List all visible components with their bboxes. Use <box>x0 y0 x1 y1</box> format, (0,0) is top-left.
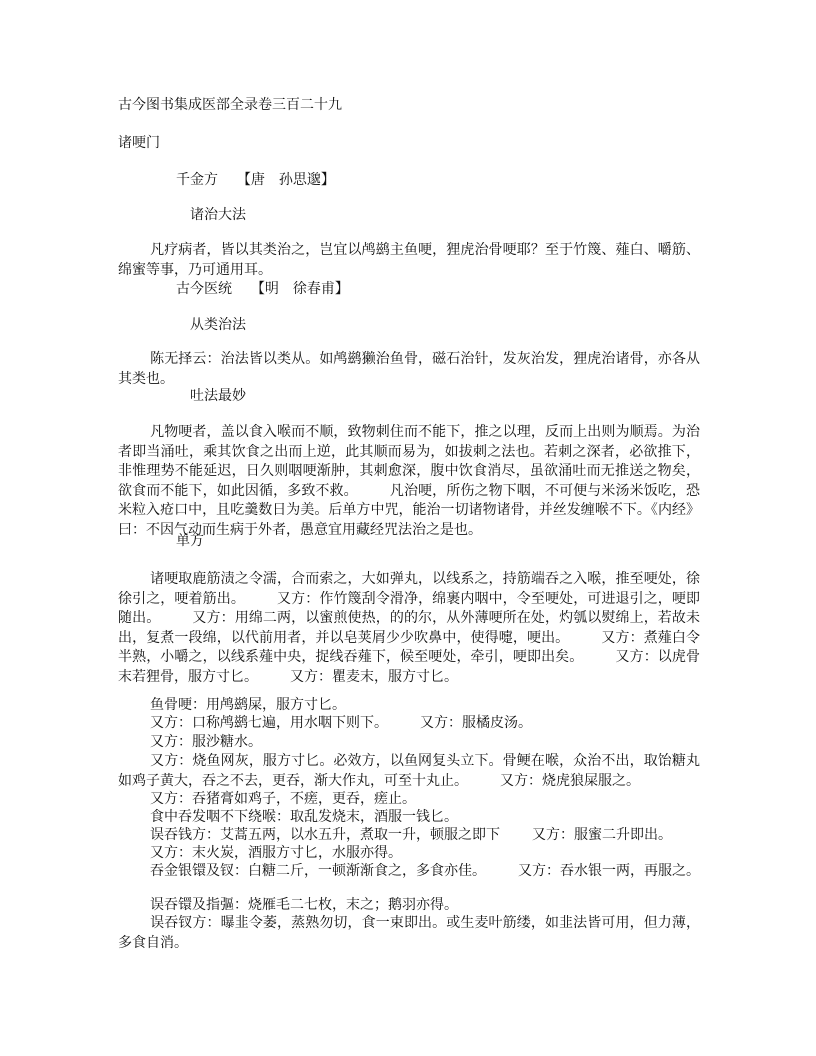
remedy-line: 误吞钗方：曝韭令萎，蒸熟勿切，食一束即出。或生麦叶筋缕，如韭法皆可用，但力薄，多食自消。 <box>118 915 700 951</box>
source-author: 【唐 孙思邈】 <box>236 172 335 188</box>
paragraph: 陈无择云：治法皆以类从。如鸬鹚獭治鱼骨，磁石治针，发灰治发，狸虎治诸骨，亦各从其类也。 <box>118 351 700 387</box>
remedy-line: 又方：服沙糖水。 <box>150 734 262 750</box>
paragraph: 诸哽取鹿筋渍之令濡，合而索之，大如弹丸，以线系之，持筋端吞之入喉，推至哽处，徐徐引之，哽着筋出。 又方：作竹篾刮令滑净，绵裹内咽中，令至哽处，可进退引之，哽即随出。 又方：用绵二两，以蜜煎使热，的的尔，从外薄哽所在处，灼瓠以熨绵上，若故未出，复煮一段绵，以代前用者，并以皂荚屑少少吹鼻中，使得嚏，哽出。 又方：煮薤白令半熟，小嚼之，以线系薤中央，捉线吞薤下，候至哽处，牵引，哽即出矣。 又方：以虎骨末若狸骨，服方寸匕。 又方：瞿麦末，服方寸匕。 <box>118 571 701 685</box>
section-heading: 吐法最妙 <box>190 388 246 404</box>
source-book: 千金方 <box>176 172 218 188</box>
paragraph: 凡物哽者，盖以食入喉而不顺，致物刺住而不能下，推之以理，反而上出则为顺焉。为治者即当涌吐，乘其饮食之出而上逆，此其顺而易为，如拔刺之法也。若刺之深者，必欲推下，非惟理势不能延迟，日久则咽哽渐肿，其刺愈深，腹中饮食消尽，虽欲涌吐而无推送之物矣，欲食而不能下，如此因循，多致不救。 凡治哽，所伤之物下咽，不可便与米汤米饭吃，恐米粒入疮口中，且吃羹数日为美。后单方中咒，能治一切诸物诸骨，并丝发缠喉不下。《内经》曰：不因气动而生病于外者，愚意宜用藏经咒法治之是也。 <box>118 424 701 538</box>
section-heading: 诸治大法 <box>190 207 246 223</box>
remedy-line: 又方：烧鱼网灰，服方寸匕。必效方，以鱼网复头立下。骨鲠在喉，众治不出，取饴糖丸如鸡子黄大，吞之不去，更吞，渐大作丸，可至十丸止。 又方：烧虎狼屎服之。 <box>118 753 700 789</box>
remedy-line: 又方：末火炭，酒服方寸匕，水服亦得。 <box>150 845 402 861</box>
source-heading <box>176 171 335 191</box>
paragraph: 凡疗病者，皆以其类治之，岂宜以鸬鹚主鱼哽，狸虎治骨哽耶？至于竹篾、薤白、嚼筋、绵蜜等事，乃可通用耳。 <box>118 242 700 278</box>
remedy-line: 鱼骨哽：用鸬鹚屎，服方寸匕。 <box>150 697 346 713</box>
document-title: 古今图书集成医部全录卷三百二十九 <box>118 97 342 113</box>
section-heading: 单方 <box>176 533 204 549</box>
remedy-line: 又方：吞猪膏如鸡子，不瘥，更吞，瘥止。 <box>150 791 416 807</box>
section-heading: 从类治法 <box>190 317 246 333</box>
remedy-line: 又方：口称鸬鹚七遍，用水咽下则下。 又方：服橘皮汤。 <box>150 715 532 731</box>
remedy-line: 吞金银镮及钗：白糖二斤，一顿渐渐食之，多食亦佳。 又方：吞水银一两，再服之。 <box>150 863 700 879</box>
remedy-line: 误吞钱方：艾蒿五两，以水五升，煮取一升，顿服之即下 又方：服蜜二升即出。 <box>150 827 672 843</box>
source-author: 【明 徐春甫】 <box>250 281 349 297</box>
chapter-title: 诸哽门 <box>118 135 160 151</box>
remedy-line: 食中吞发咽不下绕喉：取乱发烧末，酒服一钱匕。 <box>150 809 458 825</box>
remedy-line: 误吞镮及指彄：烧雁毛二七枚，末之；鹅羽亦得。 <box>150 897 458 913</box>
source-book: 古今医统 <box>176 281 232 297</box>
source-heading <box>176 280 349 300</box>
